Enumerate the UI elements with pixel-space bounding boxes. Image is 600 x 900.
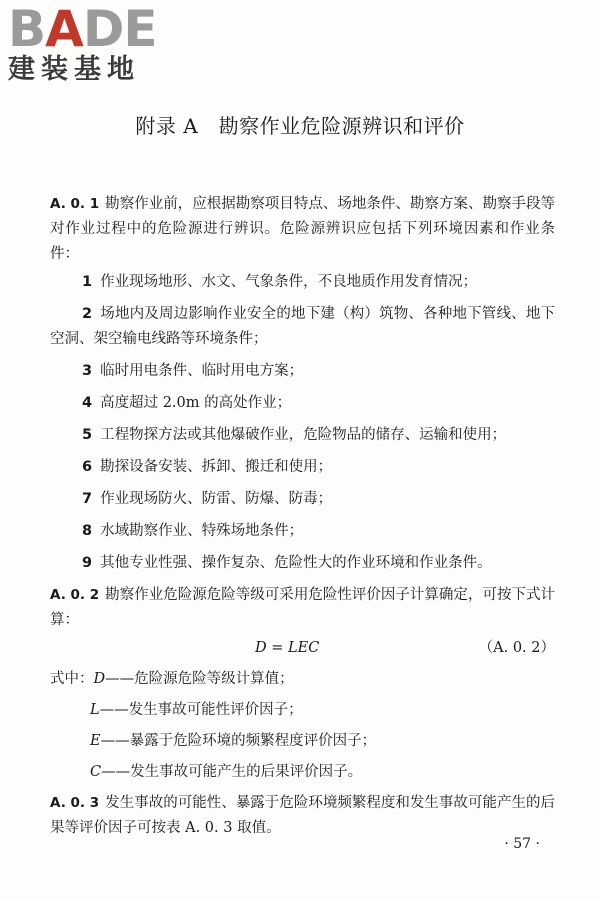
clause-text: 发生事故的可能性、暴露于危险环境频繁程度和发生事故可能产生的后果等评价因子可按表 A. 0. 3 取值。 <box>50 795 555 836</box>
item-text: 作业现场防火、防雷、防爆、防毒； <box>100 491 333 507</box>
logo-mark <box>8 0 178 58</box>
clause-number: A. 0. 2 <box>50 587 100 603</box>
clause-text: 勘察作业前，应根据勘察项目特点、场地条件、勘察方案、勘察手段等对作业过程中的危险源进行辨识。危险源辨识应包括下列环境因素和作业条件： <box>50 196 555 262</box>
item-text: 场地内及周边影响作业安全的地下建（构）筑物、各种地下管线、地下空洞、架空输电线路等环境条件； <box>50 306 555 347</box>
definition-symbol: E <box>90 733 101 749</box>
item-number: 5 <box>82 427 93 443</box>
list-item <box>50 359 555 384</box>
clause-a01 <box>50 192 555 267</box>
item-number: 3 <box>82 363 93 379</box>
list-item <box>50 487 555 512</box>
item-number: 7 <box>82 491 93 507</box>
list-item <box>50 551 555 576</box>
logo-mark-prefix: B <box>8 0 46 58</box>
formula-number: （A. 0. 2） <box>478 640 555 656</box>
definition-symbol: C <box>90 764 102 780</box>
definition-row <box>50 667 555 692</box>
item-text: 临时用电条件、临时用电方案； <box>100 363 304 379</box>
page-content <box>50 192 555 848</box>
item-text: 勘探设备安装、拆卸、搬迁和使用； <box>100 459 333 475</box>
definition-symbol: L <box>90 702 100 718</box>
list-item <box>50 302 555 352</box>
definition-text: ——暴露于危险环境的频繁程度评价因子； <box>100 733 377 749</box>
clause-number: A. 0. 1 <box>50 196 100 212</box>
page-number: · 57 · <box>504 836 540 852</box>
item-number: 8 <box>82 523 93 539</box>
item-text: 高度超过 2.0m 的高处作业； <box>100 395 292 411</box>
item-number: 4 <box>82 395 93 411</box>
list-item <box>50 455 555 480</box>
definition-text: ——发生事故可能产生的后果评价因子。 <box>101 764 363 780</box>
list-item <box>50 391 555 416</box>
appendix-title: 附录 A 勘察作业危险源辨识和评价 <box>135 114 465 138</box>
definition-text: ——危险源危险等级计算值； <box>105 671 294 687</box>
logo-subtitle: 建装基地 <box>8 54 140 85</box>
item-text: 其他专业性强、操作复杂、危险性大的作业环境和作业条件。 <box>100 555 492 571</box>
bade-logo <box>8 0 178 90</box>
item-text: 工程物探方法或其他爆破作业，危险物品的储存、运输和使用； <box>100 427 507 443</box>
item-text: 作业现场地形、水文、气象条件，不良地质作用发育情况； <box>100 274 478 290</box>
logo-mark-accent: A <box>45 0 83 58</box>
list-item <box>50 423 555 448</box>
clause-number: A. 0. 3 <box>50 795 100 811</box>
list-item <box>50 519 555 544</box>
clause-text: 勘察作业危险源危险等级可采用危险性评价因子计算确定，可按下式计算： <box>50 587 555 628</box>
definition-row <box>90 760 555 785</box>
definition-row <box>90 729 555 754</box>
item-number: 9 <box>82 555 93 571</box>
definitions-lead: 式中： <box>50 671 94 687</box>
item-text: 水域勘察作业、特殊场地条件； <box>100 523 304 539</box>
formula-row <box>50 636 555 661</box>
definition-row <box>90 698 555 723</box>
item-number: 6 <box>82 459 93 475</box>
clause-a02 <box>50 583 555 633</box>
logo-mark-suffix: DE <box>82 0 157 58</box>
item-number: 1 <box>82 274 93 290</box>
definition-text: ——发生事故可能性评价因子； <box>99 702 303 718</box>
item-number: 2 <box>82 306 93 322</box>
list-item <box>50 270 555 295</box>
clause-a03 <box>50 791 555 841</box>
formula: D = LEC <box>255 640 320 656</box>
definition-symbol: D <box>93 671 106 687</box>
